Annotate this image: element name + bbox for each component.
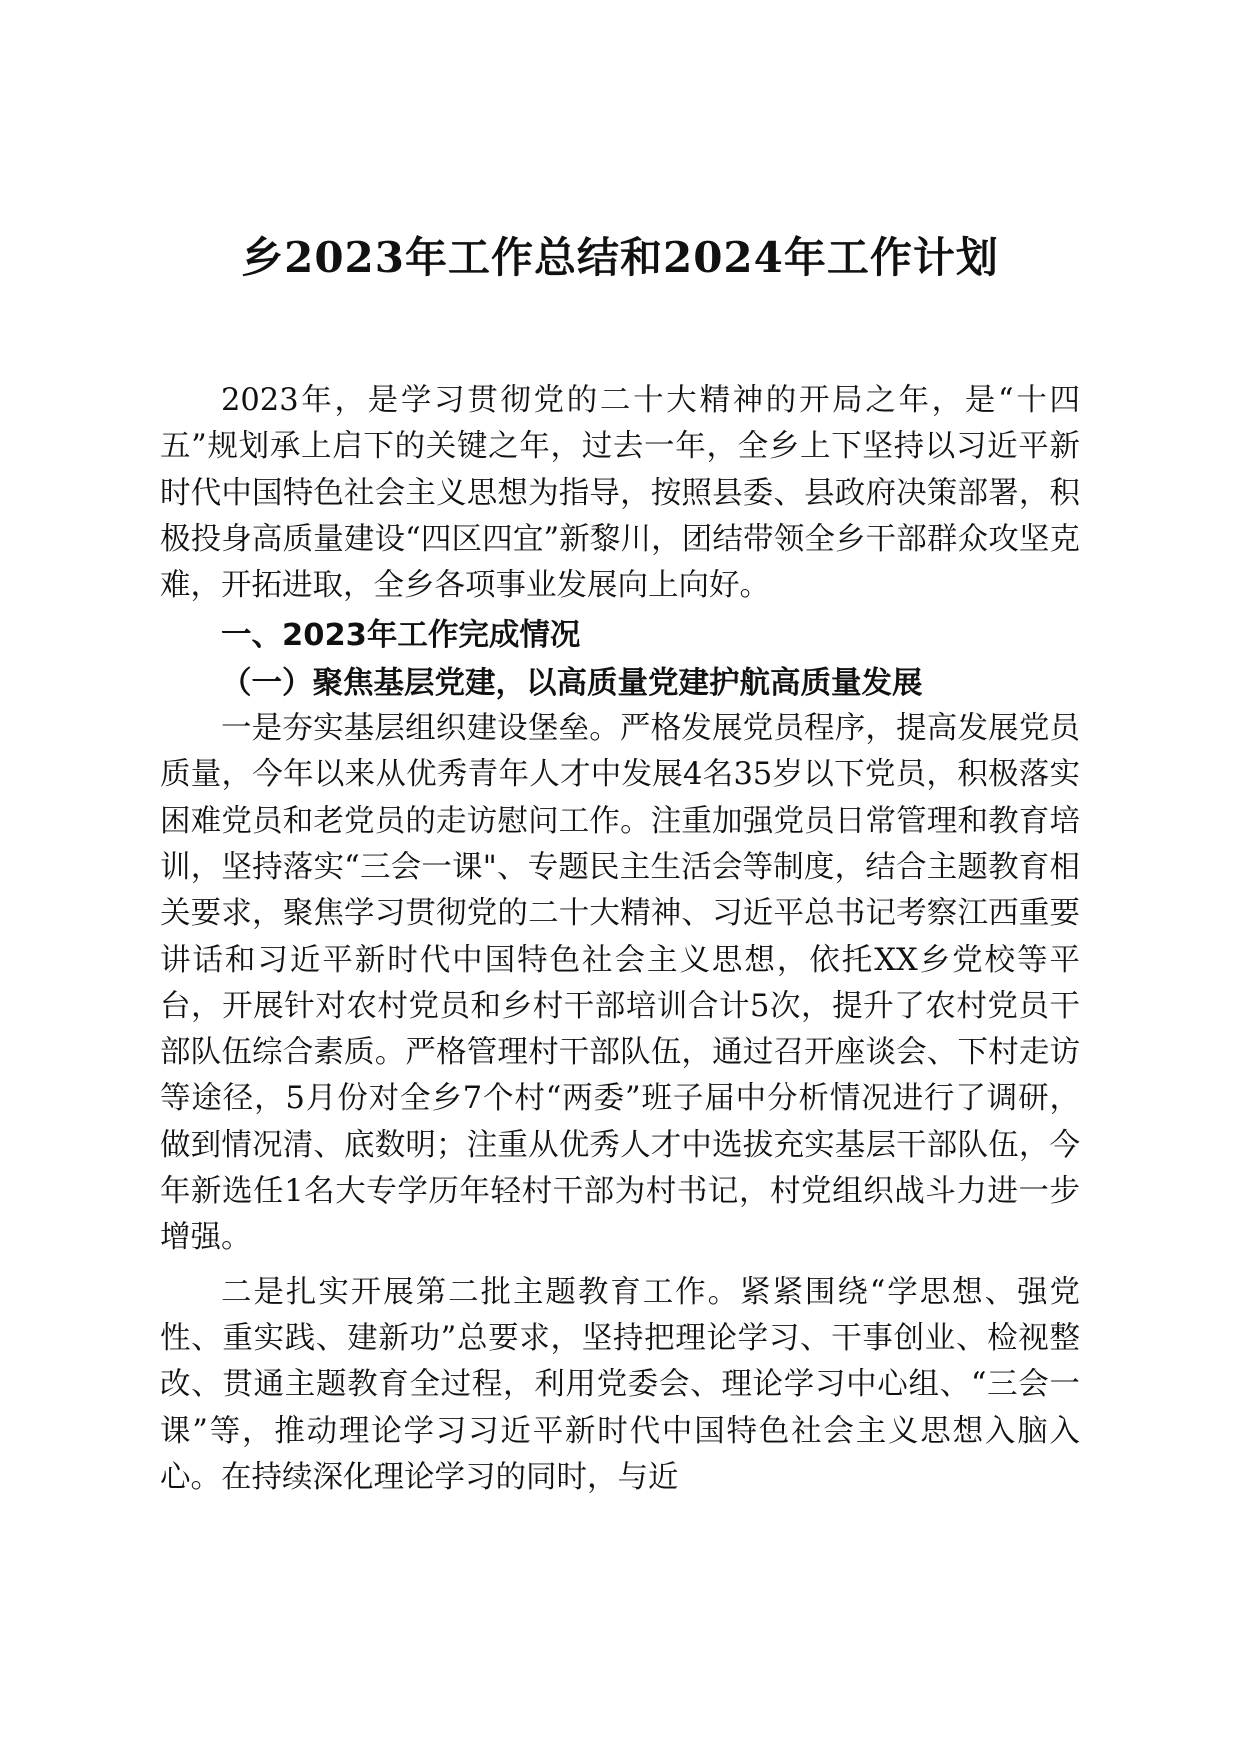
document-title: 乡2023年工作总结和2024年工作计划 — [241, 233, 999, 282]
section-heading-1: 一、2023年工作完成情况 — [221, 618, 581, 654]
body-paragraph-2: 二是扎实开展第二批主题教育工作。紧紧围绕“学思想、强党性、重实践、建新功”总要求，坚持把理论学习、干事创业、检视整改、贯通主题教育全过程，利用党委会、理论学习中心组、“三会一课”等，推动理论学习习近平新时代中国特色社会主义思想入脑入心。在持续深化理论学习的同时，与近 — [160, 1274, 1080, 1495]
intro-paragraph: 2023年，是学习贯彻党的二十大精神的开局之年，是“十四五”规划承上启下的关键之年，过去一年，全乡上下坚持以习近平新时代中国特色社会主义思想为指导，按照县委、县政府决策部署，积极投身高质量建设“四区四宜”新黎川，团结带领全乡干部群众攻坚克难，开拓进取，全乡各项事业发展向上向好。 — [160, 383, 1080, 604]
body-paragraph-1: 一是夯实基层组织建设堡垒。严格发展党员程序，提高发展党员质量，今年以来从优秀青年人才中发展4名35岁以下党员，积极落实困难党员和老党员的走访慰问工作。注重加强党员日常管理和教育培训，坚持落实“三会一课"、专题民主生活会等制度，结合主题教育相关要求，聚焦学习贯彻党的二十大精神、习近平总书记考察江西重要讲话和习近平新时代中国特色社会主义思想，依托XX乡党校等平台，开展针对农村党员和乡村干部培训合计5次，提升了农村党员干部队伍综合素质。严格管理村干部队伍，通过召开座谈会、下村走访等途径，5月份对全乡7个村“两委”班子届中分析情况进行了调研，做到情况清、底数明；注重从优秀人才中选拔充实基层干部队伍，今年新选任1名大专学历年轻村干部为村书记，村党组织战斗力进一步增强。 — [160, 711, 1080, 1256]
subsection-heading-1: （一）聚焦基层党建，以高质量党建护航高质量发展 — [221, 664, 923, 701]
document-body — [160, 378, 1080, 1501]
